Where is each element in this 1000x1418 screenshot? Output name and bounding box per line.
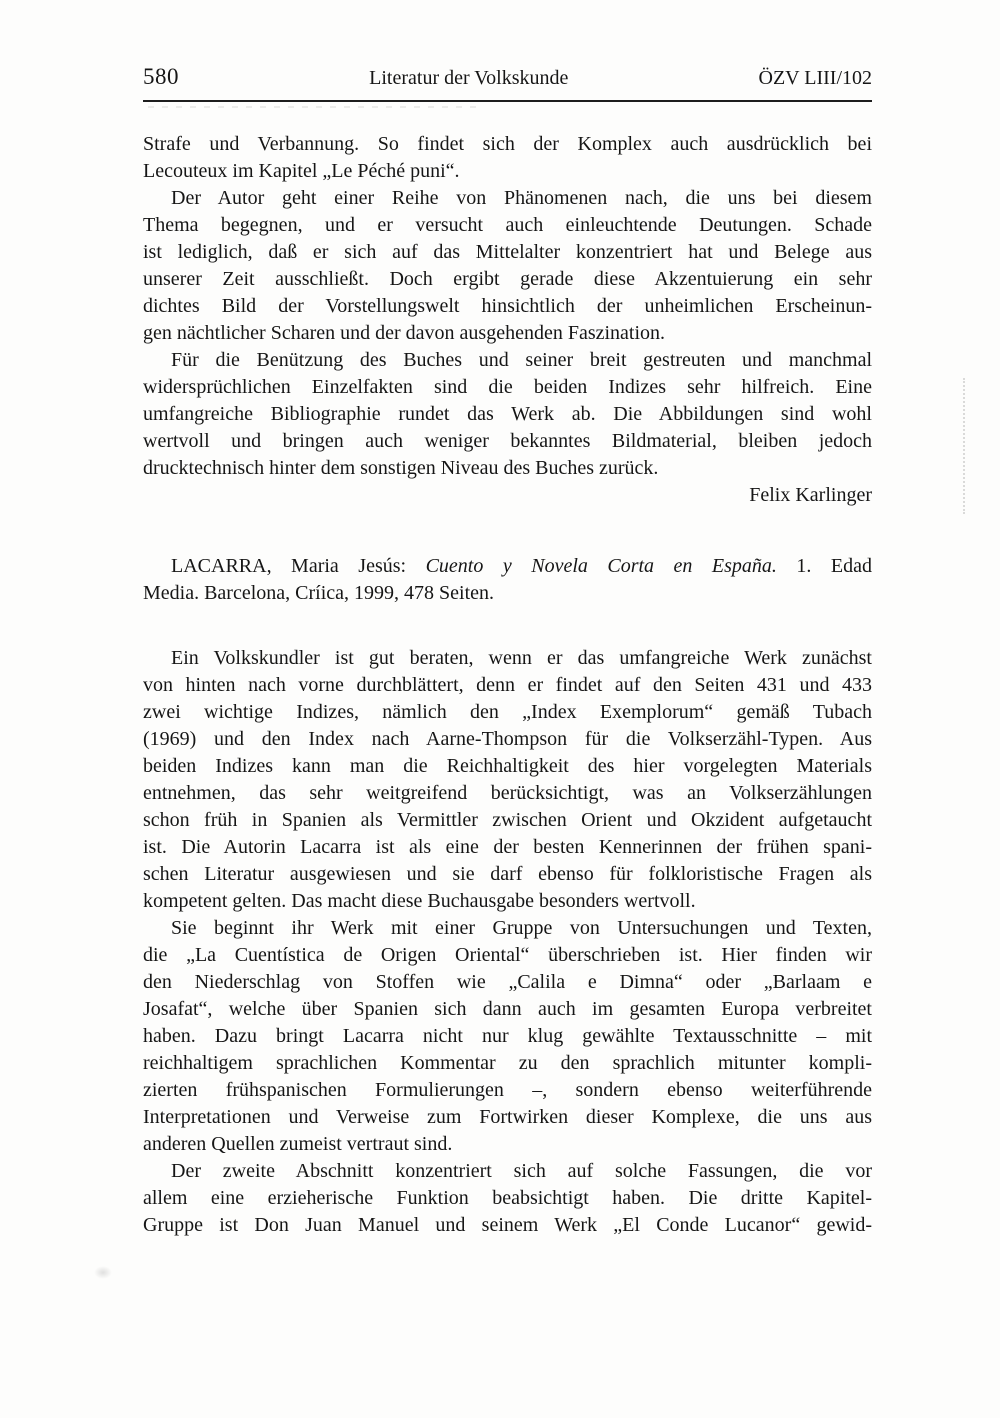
scan-artifact-smudge: [94, 1266, 112, 1279]
text-line: Ein Volkskundler ist gut beraten, wenn er das umfangreiche Werk zunächst: [171, 647, 872, 669]
text-line: widersprüchlichen Einzelfakten sind die beiden Indizes sehr hilfreich. Eine: [143, 376, 872, 398]
text-line: unserer Zeit ausschließt. Doch ergibt gerade diese Akzentuierung ein sehr: [143, 268, 872, 290]
text-line: anderen Quellen zumeist vertraut sind.: [143, 1133, 453, 1155]
text-line: haben. Dazu bringt Lacarra nicht nur klug gewählte Textausschnitte – mit: [143, 1025, 872, 1047]
text-line: den Niederschlag von Stoffen wie „Calila e Dimna“ oder „Barlaam e: [143, 971, 872, 993]
text-line: zwei wichtige Indizes, nämlich den „Index Exemplorum“ gemäß Tubach: [143, 701, 872, 723]
review-karlinger-paragraph-1: [143, 131, 872, 185]
text-line: Der Autor geht einer Reihe von Phänomenen nach, die uns bei diesem: [171, 187, 872, 209]
text-line: LACARRA, Maria Jesús: Cuento y Novela Corta en España. 1. Edad: [171, 555, 872, 577]
text-line: entnehmen, das sehr weitgreifend berücksichtigt, was an Volkserzählungen: [143, 782, 872, 804]
text-line: dichtes Bild der Vorstellungswelt hinsichtlich der unheimlichen Erscheinun-: [143, 295, 872, 317]
text-line: wertvoll und bringen auch weniger bekanntes Bildmaterial, bleiben jedoch: [143, 430, 872, 452]
text-line: die „La Cuentística de Origen Oriental“ überschrieben ist. Hier finden wir: [143, 944, 872, 966]
text-line: kompetent gelten. Das macht diese Buchausgabe besonders wertvoll.: [143, 890, 696, 912]
running-header: [143, 64, 872, 102]
review-lacarra-paragraph-2: [143, 915, 872, 1158]
text-line: zierten frühspanischen Formulierungen –, sondern ebenso weiterführende: [143, 1079, 872, 1101]
text-line: gen nächtlicher Scharen und der davon ausgehenden Faszination.: [143, 322, 666, 344]
text-line: Media. Barcelona, Críica, 1999, 478 Seiten.: [143, 582, 495, 604]
text-line: allem eine erzieherische Funktion beabsichtigt haben. Die dritte Kapitel-: [143, 1187, 872, 1209]
review-lacarra-paragraph-3: [143, 1158, 872, 1239]
review-lacarra-paragraph-1: [143, 645, 872, 915]
running-title: Literatur der Volkskunde: [369, 67, 569, 89]
text-line: Josafat“, welche über Spanien sich dann auch im gesamten Europa verbreitet: [143, 998, 872, 1020]
page-content: [143, 64, 872, 1239]
text-line: reichhaltigem sprachlichen Kommentar zu den sprachlich mitunter kompli-: [143, 1052, 872, 1074]
text-line: von hinten nach vorne durchblättert, denn er findet auf den Seiten 431 und 433: [143, 674, 872, 696]
text-line: Strafe und Verbannung. So findet sich der Komplex auch ausdrücklich bei: [143, 133, 872, 155]
italic-book-title: Cuento y Novela Corta en España.: [425, 555, 777, 577]
text-line: Interpretationen und Verweise zum Fortwirken dieser Komplexe, die uns aus: [143, 1106, 872, 1128]
text-line: Der zweite Abschnitt konzentriert sich auf solche Fassungen, die vor: [171, 1160, 872, 1182]
journal-issue-label: ÖZV LIII/102: [758, 67, 872, 89]
scan-artifact-rule-speckle: [148, 106, 478, 108]
text-line: Thema begegnen, und er versucht auch einleuchtende Deutungen. Schade: [143, 214, 872, 236]
text-line: Für die Benützung des Buches und seiner breit gestreuten und manchmal: [171, 349, 872, 371]
text-line: (1969) und den Index nach Aarne-Thompson für die Volkserzähl-Typen. Aus: [143, 728, 872, 750]
text-line: Felix Karlinger: [749, 484, 872, 506]
text-line: ist. Die Autorin Lacarra ist als eine der besten Kennerinnen der frühen spani-: [143, 836, 872, 858]
text-line: Lecouteux im Kapitel „Le Péché puni“.: [143, 160, 460, 182]
review-karlinger-paragraph-2: [143, 185, 872, 347]
scan-artifact-dotted-line: [963, 378, 965, 514]
text-line: Sie beginnt ihr Werk mit einer Gruppe von Untersuchungen und Texten,: [171, 917, 872, 939]
review-karlinger-paragraph-3: [143, 347, 872, 482]
text-line: schon früh in Spanien als Vermittler zwischen Orient und Okzident aufgetaucht: [143, 809, 872, 831]
review-text: [143, 131, 872, 1239]
text-line: ist lediglich, daß er sich auf das Mittelalter konzentriert hat und Belege aus: [143, 241, 872, 263]
reference-heading-lacarra: [143, 553, 872, 607]
text-line: Gruppe ist Don Juan Manuel und seinem Werk „El Conde Lucanor“ gewid-: [143, 1214, 872, 1236]
text-line: schen Literatur ausgewiesen und sie darf ebenso für folkloristische Fragen als: [143, 863, 872, 885]
page-number: 580: [143, 64, 179, 89]
reviewer-signature: [143, 482, 872, 509]
text-line: drucktechnisch hinter dem sonstigen Niveau des Buches zurück.: [143, 457, 659, 479]
text-line: beiden Indizes kann man die Reichhaltigkeit des hier vorgelegten Materials: [143, 755, 872, 777]
text-line: umfangreiche Bibliographie rundet das Werk ab. Die Abbildungen sind wohl: [143, 403, 872, 425]
